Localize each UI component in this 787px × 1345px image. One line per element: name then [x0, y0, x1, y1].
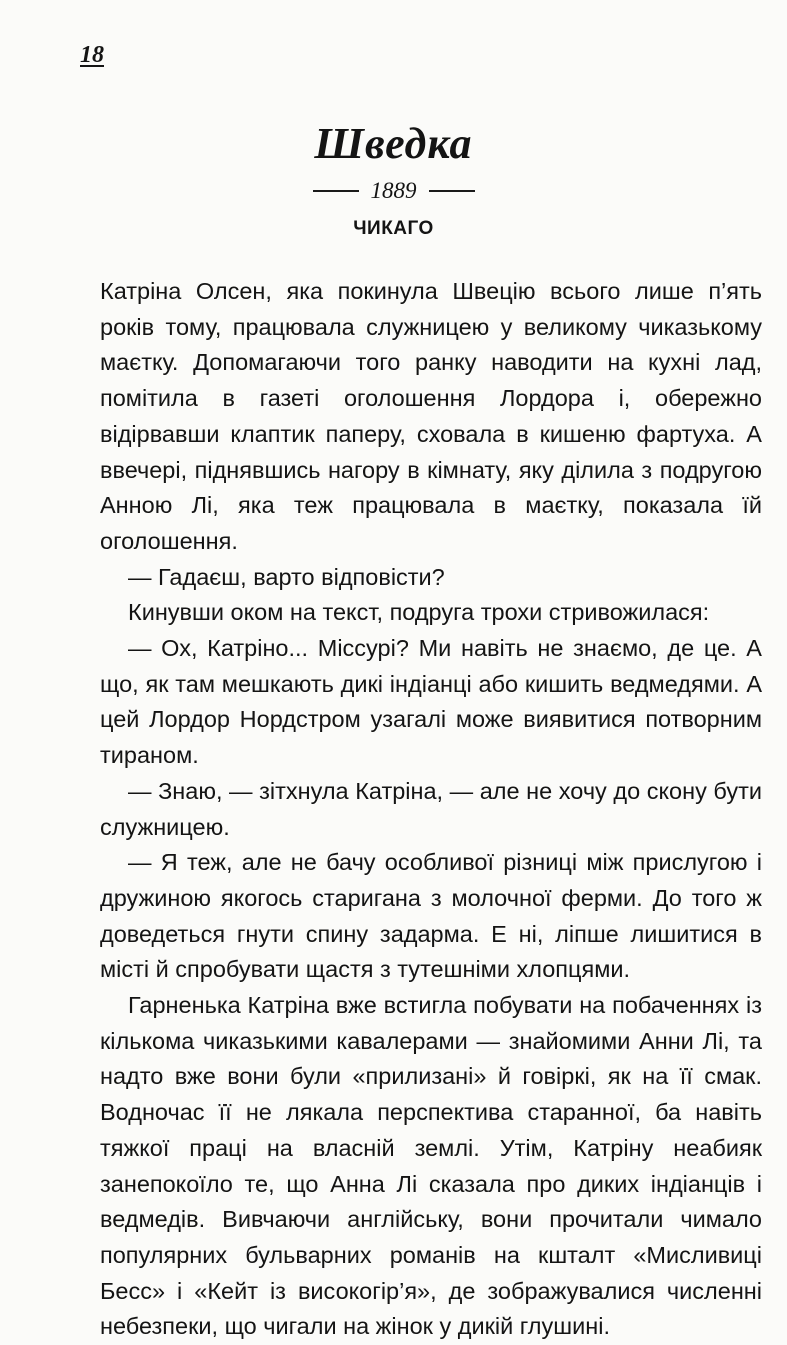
paragraph-6: — Я теж, але не бачу особливої різниці між прислугою і дружиною якогось старигана з молочної ферми. До того ж доведеться гнути спину задарма. Е ні, ліпше лишитися в місті й спробувати щастя з тутешніми хлопцями.	[100, 849, 762, 983]
paragraph-2: — Гадаєш, варто відповісти?	[128, 563, 445, 590]
body-text	[100, 274, 762, 1345]
paragraph-5: — Знаю, — зітхнула Катріна, — але не хочу до скону бути служницею.	[100, 777, 762, 840]
year: 1889	[370, 178, 417, 203]
paragraph-7: Гарненька Катріна вже встигла побувати на побаченнях із кількома чиказькими кавалерами — знайомими Анни Лі, та надто вже вони були «прилизані» й говіркі, як на її смак. Водночас її не лякала перспектива старанної, ба навіть тяжкої праці на власній землі. Утім, Катріну неабияк занепокоїло те, що Анна Лі сказала про диких індіанців і ведмедів. Вивчаючи англійську, вони прочитали чимало популярних бульварних романів на кшталт «Мисливиці Бесс» і «Кейт із високогір’я», де зображувалися численні небезпеки, що чигали на жінок у дикій глушині.	[100, 992, 762, 1340]
year-line	[0, 178, 787, 204]
chapter-title: Шведка	[314, 119, 473, 168]
paragraph-1: Катріна Олсен, яка покинула Швецію всього лише п’ять років тому, працювала служницею у великому чиказькому маєтку. Допомагаючи того ранку наводити на кухні лад, помітила в газеті оголошення Лордора і, обережно відірвавши клаптик паперу, сховала в кишеню фартуха. А ввечері, піднявшись нагору в кімнату, яку ділила з подругою Анною Лі, яка теж працювала в маєтку, показала їй оголошення.	[100, 278, 762, 554]
place-heading: ЧИКАГО	[353, 218, 434, 239]
page-number: 18	[80, 42, 104, 68]
right-dash-rule	[429, 190, 475, 192]
paragraph-3: Кинувши оком на текст, подруга трохи стривожилася:	[128, 599, 710, 626]
paragraph-4: — Ох, Катріно... Міссурі? Ми навіть не знаємо, де це. А що, як там мешкають дикі індіанці або кишить ведмедями. А цей Лордор Нордстром узагалі може виявитися потворним тираном.	[100, 635, 762, 769]
left-dash-rule	[313, 190, 359, 192]
